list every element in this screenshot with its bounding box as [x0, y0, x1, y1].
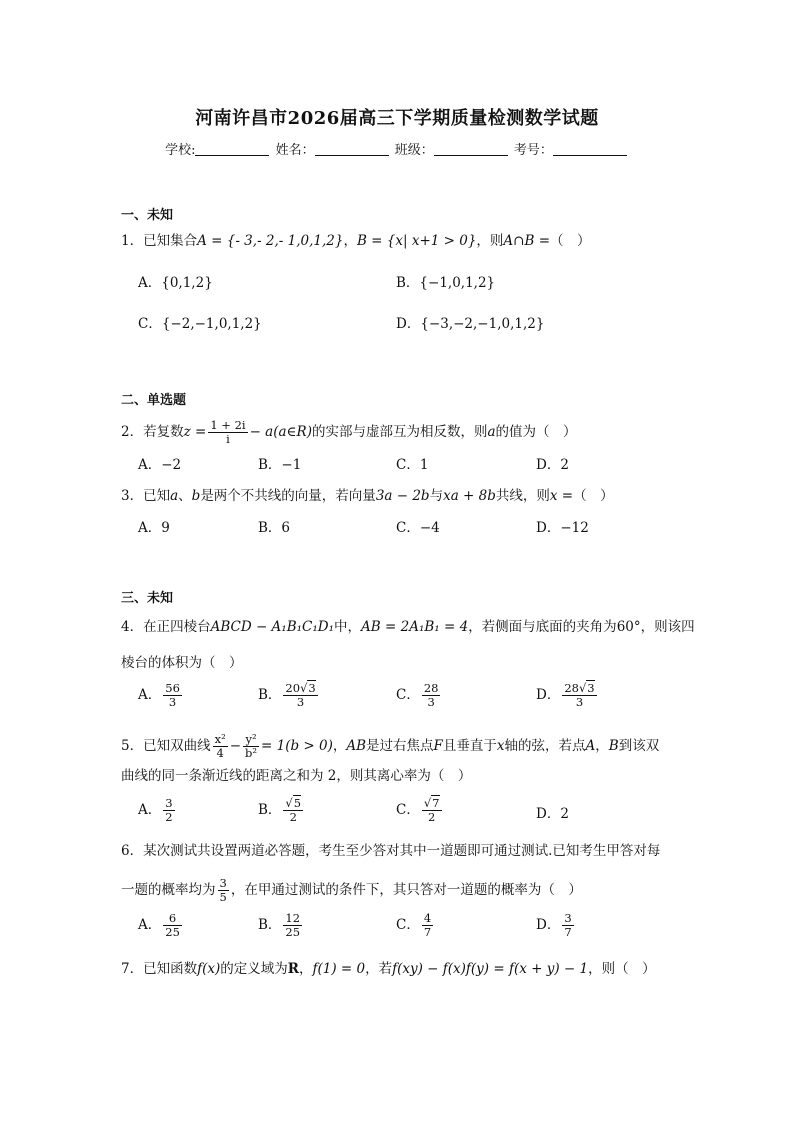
option-label: A．: [138, 457, 162, 473]
radicand: 3: [587, 681, 595, 695]
fraction-numerator: [283, 797, 303, 811]
option-value: 2: [560, 806, 569, 822]
name-label: 姓名：: [275, 143, 315, 158]
question-text: ，: [595, 738, 609, 754]
math-expression: f(xy) − f(x)f(y) = f(x + y) − 1: [392, 961, 589, 977]
option-label: B．: [258, 917, 282, 933]
option-c[interactable]: [396, 912, 435, 939]
fraction-denominator: 3: [296, 695, 305, 709]
question-text: ，: [332, 738, 347, 754]
question-text: ，则: [476, 233, 504, 249]
option-label: B．: [258, 520, 282, 536]
fraction: [283, 912, 302, 939]
fraction-denominator: 25: [165, 925, 180, 939]
fraction-numerator: [163, 682, 182, 696]
option-d[interactable]: [536, 682, 599, 709]
question-text: 已知集合: [143, 233, 198, 249]
fraction: [562, 682, 596, 709]
name-blank[interactable]: [315, 143, 389, 156]
fraction-denominator: i: [226, 432, 230, 446]
set-b-expression: B = {x| x+1 > 0}: [356, 233, 477, 249]
math-expression: ABCD − A₁B₁C₁D₁: [210, 619, 335, 635]
answer-paren: （ ）: [573, 488, 614, 504]
option-c[interactable]: [396, 456, 428, 474]
question-text: ，则该四: [640, 619, 695, 635]
option-label: D．: [536, 917, 561, 933]
option-d[interactable]: [536, 519, 589, 537]
option-label: D．: [536, 806, 561, 822]
question-text: 一题的概率均为: [121, 882, 216, 898]
fraction-numerator: [163, 797, 174, 811]
question-5: [121, 733, 659, 760]
exam-no-label: 考号：: [513, 143, 553, 158]
option-a[interactable]: [138, 519, 170, 537]
question-5-line-2: 曲线的同一条渐近线的距离之和为 2，则其离心率为（ ）: [121, 768, 472, 784]
option-value: 1: [419, 457, 429, 473]
class-blank[interactable]: [434, 143, 508, 156]
question-text: 与: [429, 488, 444, 504]
math-variable: F: [433, 738, 443, 754]
fraction-numerator: 6: [163, 912, 182, 926]
sqrt-sign: √: [300, 681, 308, 695]
option-value: −1: [281, 457, 302, 473]
option-value: 2: [560, 457, 569, 473]
math-expression: − a(a∈R): [249, 424, 312, 440]
math-variable: x: [496, 738, 505, 754]
option-d[interactable]: [536, 456, 569, 474]
math-expression: f(x): [197, 961, 221, 977]
school-blank[interactable]: [195, 143, 269, 156]
sqrt-sign: √: [285, 796, 293, 810]
question-text: 是两个不共线的向量，若向量: [200, 488, 376, 504]
option-b[interactable]: [258, 797, 305, 824]
fraction-numerator: 12: [285, 911, 301, 925]
question-text: 且垂直于: [442, 738, 497, 754]
option-value: {−2,−1,0,1,2}: [161, 316, 262, 332]
math-expression: AB = 2A₁B₁ = 4: [361, 619, 469, 635]
option-label: D．: [536, 520, 561, 536]
option-d[interactable]: [536, 912, 576, 939]
option-a[interactable]: [138, 456, 181, 474]
question-number: 3．: [121, 488, 144, 504]
fraction: [422, 797, 442, 824]
option-label: B．: [396, 275, 420, 291]
option-d[interactable]: [396, 315, 544, 333]
numerator-value: 28: [564, 681, 579, 695]
fraction: [283, 682, 317, 709]
option-label: C．: [396, 520, 420, 536]
vector-b: b: [191, 488, 201, 504]
option-a[interactable]: [138, 274, 213, 292]
question-number: 1．: [121, 233, 144, 249]
option-value: −12: [560, 520, 589, 536]
fraction-denominator: 7: [423, 925, 432, 939]
question-text: 到该双: [618, 738, 660, 754]
question-4: [121, 618, 695, 636]
option-value: 9: [161, 520, 170, 536]
question-2: [121, 419, 577, 446]
question-number: 2．: [121, 424, 144, 440]
question-number: 4．: [121, 619, 144, 635]
option-label: A．: [138, 520, 162, 536]
question-text: 某次测试共设置两道必答题，考生至少答对其中一道题即可通过测试.已知考生甲答对每: [143, 843, 661, 859]
radicand: 5: [293, 796, 302, 810]
fraction-numerator: [283, 682, 317, 696]
option-label: C．: [396, 687, 420, 703]
fraction-numerator: y²: [243, 733, 259, 747]
option-label: C．: [396, 802, 420, 818]
option-label: C．: [396, 457, 420, 473]
option-label: A．: [138, 275, 162, 291]
numerator-value: 56: [165, 681, 180, 695]
math-variable: AB: [346, 738, 367, 754]
fraction: [283, 797, 303, 824]
option-b[interactable]: [258, 682, 320, 709]
question-3: [121, 487, 614, 505]
numerator-value: 20: [285, 681, 301, 695]
fraction-denominator: 25: [285, 925, 301, 939]
fraction-numerator: [562, 682, 596, 696]
option-label: B．: [258, 457, 282, 473]
question-text: 的定义域为: [220, 961, 288, 977]
option-b[interactable]: [258, 912, 304, 939]
question-text: 已知函数: [143, 961, 198, 977]
sqrt-sign: √: [423, 796, 432, 810]
fraction-numerator: x²: [214, 732, 226, 746]
math-expression: z =: [183, 424, 207, 440]
fraction-numerator: [422, 682, 441, 696]
real-numbers-symbol: R: [287, 961, 299, 977]
option-label: A．: [138, 917, 162, 933]
option-label: B．: [258, 687, 282, 703]
option-value: {0,1,2}: [161, 275, 213, 291]
fraction: [243, 733, 259, 760]
page-title: 河南许昌市2026届高三下学期质量检测数学试题: [195, 108, 599, 129]
option-a[interactable]: [138, 682, 184, 709]
exam-no-blank[interactable]: [553, 143, 627, 156]
option-a[interactable]: [138, 912, 184, 939]
math-expression: 3a − 2b: [375, 488, 430, 504]
option-b[interactable]: [258, 519, 290, 537]
angle-value: 60°: [616, 619, 641, 635]
question-text: 轴的弦，若点: [504, 738, 586, 754]
question-text: 已知双曲线: [143, 738, 211, 754]
fraction-numerator: 3: [564, 911, 572, 925]
fraction-numerator: 1 + 2i: [210, 418, 246, 432]
option-label: C．: [396, 917, 420, 933]
vector-a: a: [170, 488, 179, 504]
fraction: [422, 682, 441, 709]
option-label: D．: [396, 316, 421, 332]
math-variable: B: [608, 738, 619, 754]
numerator-value: 28: [423, 681, 439, 695]
section-heading: 二、单选题: [121, 393, 187, 408]
sqrt-sign: √: [578, 681, 587, 695]
fraction-denominator: 3: [575, 695, 584, 709]
fraction: [208, 419, 247, 446]
radicand: 7: [432, 796, 440, 810]
question-text: ，则（ ）: [588, 961, 656, 977]
question-text: ，若: [365, 961, 393, 977]
question-6-line-2: [121, 877, 582, 904]
school-label: 学校:: [165, 143, 196, 158]
question-text: 已知: [143, 488, 171, 504]
fraction-denominator: 2: [428, 810, 436, 824]
fraction: [163, 797, 174, 824]
question-text: 的值为（ ）: [495, 424, 577, 440]
fraction-numerator: 4: [423, 911, 432, 925]
question-text: 若复数: [143, 424, 184, 440]
math-expression: = 1(b > 0): [261, 738, 333, 754]
option-d[interactable]: [536, 805, 569, 823]
option-c[interactable]: [396, 797, 444, 824]
math-operator: −: [229, 738, 242, 754]
question-text: ，: [298, 961, 313, 977]
math-expression: f(1) = 0: [312, 961, 366, 977]
question-text: 在正四棱台: [143, 619, 211, 635]
question-1: [121, 232, 591, 250]
set-a-expression: A = {- 3,- 2,- 1,0,1,2}: [197, 233, 344, 249]
student-info-line: [0, 139, 794, 158]
option-label: A．: [138, 687, 162, 703]
option-value: {−3,−2,−1,0,1,2}: [420, 316, 545, 332]
fraction-numerator: 3: [219, 876, 227, 890]
option-label: D．: [536, 457, 561, 473]
fraction-denominator: 2: [289, 810, 297, 824]
fraction-denominator: 3: [168, 695, 177, 709]
question-text: 的实部与虚部互为相反数，则: [311, 424, 488, 440]
option-c[interactable]: [396, 519, 440, 537]
radicand: 3: [308, 681, 316, 695]
fraction-denominator: 5: [219, 890, 227, 904]
section-heading: 一、未知: [121, 208, 174, 223]
option-c[interactable]: [396, 682, 442, 709]
question-text: ，若侧面与底面的夹角为: [468, 619, 617, 635]
option-label: B．: [258, 802, 282, 818]
option-value: −4: [419, 520, 440, 536]
option-value: 6: [281, 520, 291, 536]
question-number: 7．: [121, 961, 144, 977]
fraction-denominator: 4: [216, 746, 224, 760]
question-number: 6．: [121, 843, 144, 859]
question-text: ，在甲通过测试的条件下，其只答对一道题的概率为（ ）: [230, 882, 582, 898]
numerator-value: 3: [165, 796, 173, 810]
math-expression: x =: [549, 488, 574, 504]
answer-paren: （ ）: [550, 233, 591, 249]
fraction: [218, 877, 229, 904]
math-expression: xa + 8b: [443, 488, 496, 504]
question-text: 共线，则: [495, 488, 550, 504]
option-b[interactable]: [258, 456, 301, 474]
fraction: [562, 912, 573, 939]
question-text: 、: [178, 488, 192, 504]
fraction-numerator: [422, 797, 442, 811]
question-7: [121, 960, 656, 978]
fraction-denominator: 7: [564, 925, 572, 939]
section-heading: 三、未知: [121, 591, 174, 606]
fraction-denominator: 2: [165, 810, 173, 824]
question-4-line-2: 棱台的体积为（ ）: [121, 655, 243, 671]
question-text: ，: [343, 233, 357, 249]
fraction-denominator: 3: [427, 695, 435, 709]
option-value: −2: [161, 457, 182, 473]
math-variable: A: [585, 738, 596, 754]
fraction: [163, 682, 182, 709]
fraction: [163, 912, 182, 939]
question-6: [121, 842, 660, 860]
option-a[interactable]: [138, 797, 177, 824]
fraction: [213, 733, 228, 760]
option-label: D．: [536, 687, 561, 703]
option-c[interactable]: [138, 315, 262, 333]
class-label: 班级：: [394, 143, 434, 158]
fraction: [422, 912, 433, 939]
math-variable: a: [487, 424, 496, 440]
question-number: 5．: [121, 738, 144, 754]
option-b[interactable]: [396, 274, 495, 292]
fraction-denominator: b²: [245, 746, 257, 760]
option-label: C．: [138, 316, 162, 332]
question-text: 是过右焦点: [366, 738, 434, 754]
option-value: {−1,0,1,2}: [419, 275, 496, 291]
intersection-expression: A∩B =: [503, 233, 551, 249]
option-label: A．: [138, 802, 162, 818]
question-text: 中，: [334, 619, 362, 635]
